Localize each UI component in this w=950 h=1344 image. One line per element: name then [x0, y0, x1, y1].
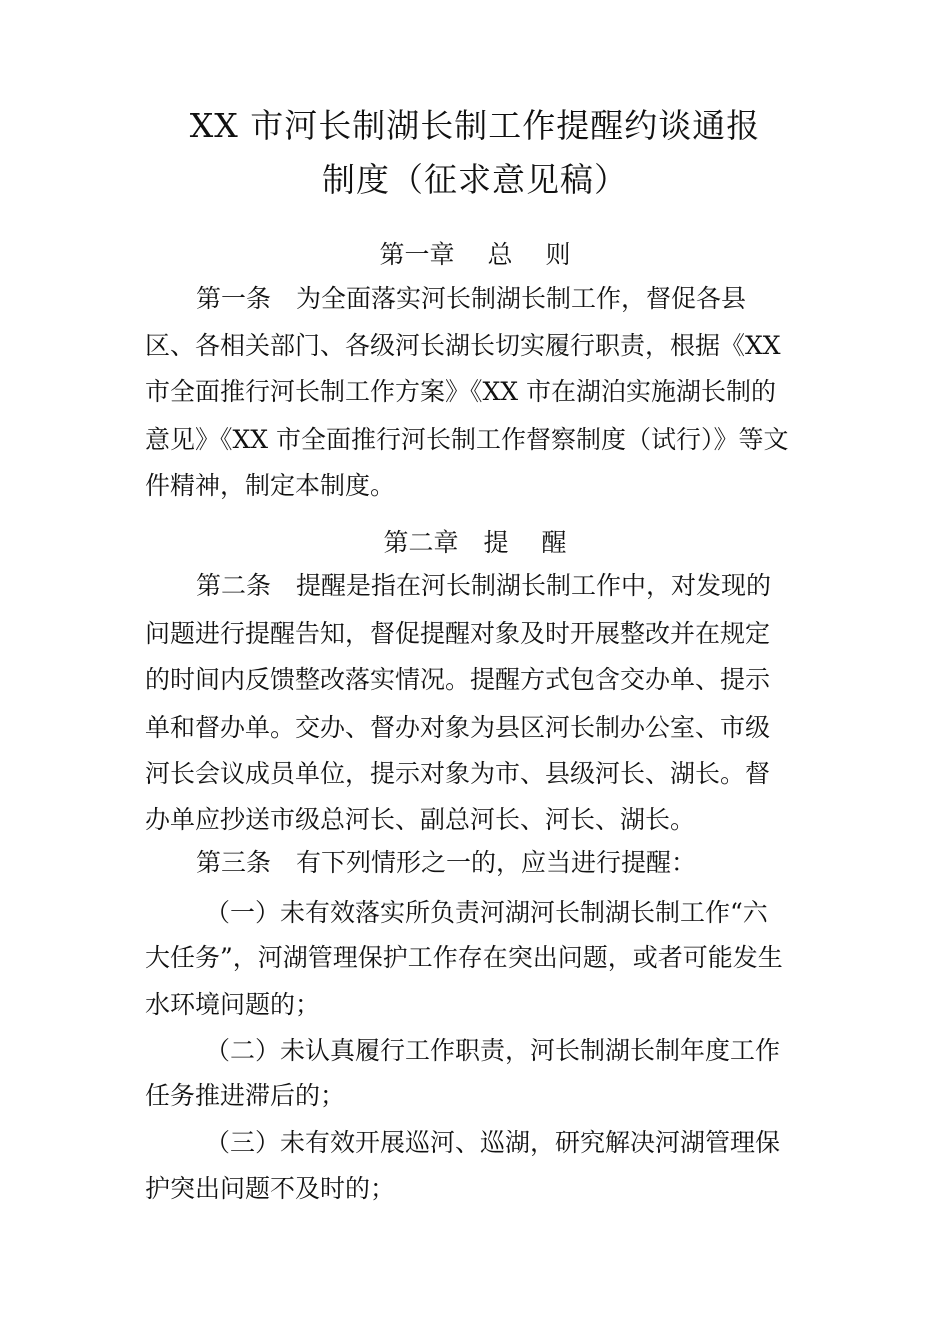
paragraph-line: 河长会议成员单位，提示对象为市、县级河长、湖长。督	[145, 759, 771, 788]
chapter-heading-2: 第二章 提 醒	[383, 528, 567, 557]
paragraph-line: 办单应抄送市级总河长、副总河长、河长、湖长。	[145, 805, 696, 834]
document-title-line-2: 制度（征求意见稿）	[322, 160, 628, 199]
document-title-line-1: XX 市河长制湖长制工作提醒约谈通报	[189, 106, 761, 145]
paragraph-line: 市全面推行河长制工作方案》《XX 市在湖泊实施湖长制的	[145, 377, 777, 406]
chapter-heading-1: 第一章 总 则	[379, 240, 571, 269]
paragraph-line: 问题进行提醒告知，督促提醒对象及时开展整改并在规定	[145, 619, 771, 648]
paragraph-line: 件精神，制定本制度。	[145, 471, 396, 500]
paragraph-line: 意见》《XX 市全面推行河长制工作督察制度（试行）》等文	[145, 425, 789, 454]
list-item-line: 水环境问题的；	[145, 990, 321, 1019]
list-item-line: 任务推进滞后的；	[145, 1081, 346, 1110]
paragraph-line: 第三条 有下列情形之一的，应当进行提醒：	[196, 848, 697, 877]
paragraph-line: 第一条 为全面落实河长制湖长制工作，督促各县	[196, 284, 747, 313]
paragraph-line: 的时间内反馈整改落实情况。提醒方式包含交办单、提示	[145, 665, 771, 694]
paragraph-line: 区、各相关部门、各级河长湖长切实履行职责，根据《XX	[145, 331, 781, 360]
list-item-line: （一）未有效落实所负责河湖河长制湖长制工作“六	[205, 898, 768, 927]
paragraph-line: 单和督办单。交办、督办对象为县区河长制办公室、市级	[145, 713, 771, 742]
list-item-line: 护突出问题不及时的；	[145, 1174, 396, 1203]
list-item-line: （二）未认真履行工作职责，河长制湖长制年度工作	[205, 1036, 781, 1065]
list-item-line: （三）未有效开展巡河、巡湖，研究解决河湖管理保	[205, 1128, 781, 1157]
list-item-line: 大任务”，河湖管理保护工作存在突出问题，或者可能发生	[145, 943, 783, 972]
paragraph-line: 第二条 提醒是指在河长制湖长制工作中，对发现的	[196, 571, 772, 600]
